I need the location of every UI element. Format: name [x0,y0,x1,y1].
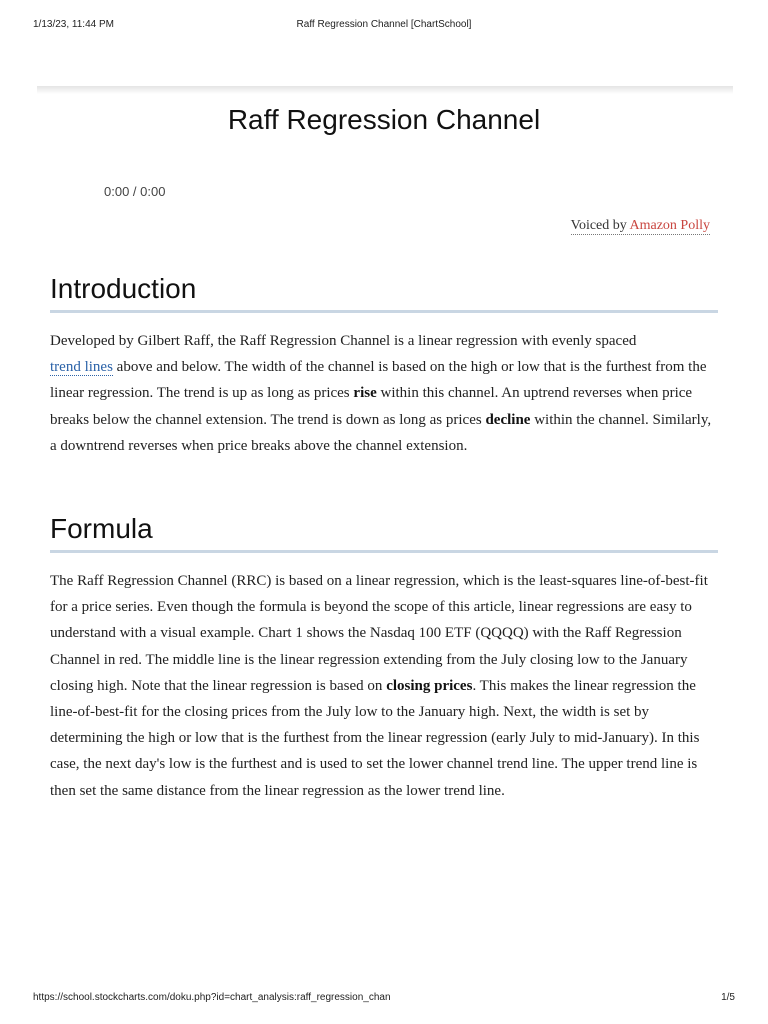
print-doc-title: Raff Regression Channel [ChartSchool] [296,19,472,30]
print-page-number: 1/5 [721,992,735,1003]
audio-player-time[interactable]: 0:00 / 0:00 [104,184,166,199]
intro-bold-decline: decline [485,411,531,428]
print-datetime: 1/13/23, 11:44 PM [33,19,114,30]
voiced-by-prefix: Voiced by [570,218,627,233]
intro-text-1: Developed by Gilbert Raff, the Raff Regression Channel is a linear regression with evenly spaced [50,333,637,349]
formula-text-2: . This makes the linear regression the line-of-best-fit for the closing prices from the July low to the January high. Next, the width is set by determining the high or low that is the furthest from the linear regression (early July to mid-January). In this case, the next day's low is the furthest and is used to set the lower channel trend line. The upper trend line is then set the same distance from the linear regression as the lower trend line. [50,677,700,799]
trend-lines-link[interactable]: trend lines [50,359,113,376]
amazon-polly-link[interactable]: Amazon Polly [629,218,710,233]
intro-bold-rise: rise [353,385,377,402]
formula-paragraph [50,568,720,804]
introduction-heading: Introduction [50,272,718,313]
header-shadow [37,86,733,94]
print-url: https://school.stockcharts.com/doku.php?id=chart_analysis:raff_regression_chan [33,992,391,1003]
formula-text-1: The Raff Regression Channel (RRC) is based on a linear regression, which is the least-squares line-of-best-fit for a price series. Even though the formula is beyond the scope of this article, linear regressions are easy to understand with a visual example. Chart 1 shows the Nasdaq 100 ETF (QQQQ) with the Raff Regression Channel in red. The middle line is the linear regression extending from the July closing low to the January closing high. Note that the linear regression is based on [50,573,708,694]
page-title: Raff Regression Channel [227,104,541,135]
intro-text-2: above and below. The width of the channel is based on the high or low that is the furthest from the linear regression. The trend is up as long as prices [50,359,707,402]
formula-bold-closing-prices: closing prices [386,677,473,694]
formula-heading: Formula [50,512,718,553]
voiced-by-credit [571,218,710,235]
intro-text-3: within this channel. An uptrend reverses when price breaks below the channel extension. The trend is down as long as prices [50,385,693,428]
introduction-paragraph [50,328,720,459]
intro-text-4: within the channel. Similarly, a downtrend reverses when price breaks above the channel extension. [50,411,712,454]
